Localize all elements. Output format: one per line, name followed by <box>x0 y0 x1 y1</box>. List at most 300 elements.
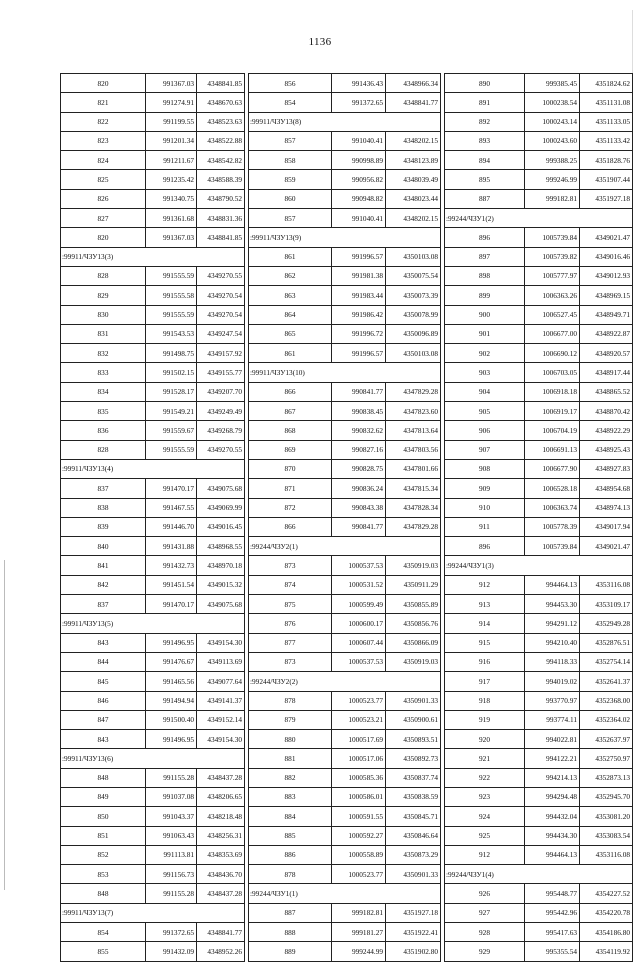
x-coordinate-cell: 991431.88 <box>146 537 197 556</box>
x-coordinate-cell: 1000586.01 <box>332 787 386 806</box>
point-number-cell: 865 <box>249 324 332 343</box>
point-number-cell: 896 <box>445 228 525 247</box>
point-number-cell: 839 <box>61 517 146 536</box>
point-number-cell: 846 <box>61 691 146 710</box>
x-coordinate-cell: 1000591.55 <box>332 807 386 826</box>
y-coordinate-cell: 4348841.85 <box>197 74 245 93</box>
y-coordinate-cell: 4352945.70 <box>580 787 633 806</box>
point-number-cell: 828 <box>61 440 146 459</box>
x-coordinate-cell: 999388.25 <box>525 151 580 170</box>
y-coordinate-cell: 4348202.15 <box>386 209 441 228</box>
table-row <box>61 652 633 671</box>
point-number-cell: 872 <box>249 498 332 517</box>
x-coordinate-cell: 1006528.18 <box>525 479 580 498</box>
y-coordinate-cell: 4348927.83 <box>580 459 633 478</box>
table-row <box>61 730 633 749</box>
table-row <box>61 324 633 343</box>
point-number-cell: 829 <box>61 286 146 305</box>
table-row <box>61 459 633 478</box>
y-coordinate-cell: 4352750.97 <box>580 749 633 768</box>
x-coordinate-cell: 993770.97 <box>525 691 580 710</box>
x-coordinate-cell: 994464.13 <box>525 845 580 864</box>
coordinates-table <box>60 73 633 962</box>
y-coordinate-cell: 4349207.70 <box>197 382 245 401</box>
y-coordinate-cell: 4350075.54 <box>386 266 441 285</box>
point-number-cell: 866 <box>249 382 332 401</box>
y-coordinate-cell: 4349270.55 <box>197 266 245 285</box>
point-number-cell: 907 <box>445 440 525 459</box>
parcel-label-cell: :99244/ЧЗУ1(4) <box>445 865 633 884</box>
x-coordinate-cell: 1006704.19 <box>525 421 580 440</box>
x-coordinate-cell: 991467.55 <box>146 498 197 517</box>
x-coordinate-cell: 991986.42 <box>332 305 386 324</box>
x-coordinate-cell: 991199.55 <box>146 112 197 131</box>
table-row <box>61 923 633 942</box>
y-coordinate-cell: 4351922.41 <box>386 923 441 942</box>
point-number-cell: 921 <box>445 749 525 768</box>
x-coordinate-cell: 990998.89 <box>332 151 386 170</box>
x-coordinate-cell: 991361.68 <box>146 209 197 228</box>
y-coordinate-cell: 4349270.55 <box>197 440 245 459</box>
y-coordinate-cell: 4350846.64 <box>386 826 441 845</box>
y-coordinate-cell: 4352368.00 <box>580 691 633 710</box>
x-coordinate-cell: 990841.77 <box>332 382 386 401</box>
point-number-cell: 842 <box>61 575 146 594</box>
parcel-label-cell: :99911/ЧЗУ13(3) <box>61 247 245 266</box>
x-coordinate-cell: 994210.40 <box>525 633 580 652</box>
point-number-cell: 896 <box>445 537 525 556</box>
x-coordinate-cell: 991155.28 <box>146 884 197 903</box>
x-coordinate-cell: 995417.63 <box>525 923 580 942</box>
x-coordinate-cell: 994022.81 <box>525 730 580 749</box>
point-number-cell: 827 <box>61 209 146 228</box>
y-coordinate-cell: 4353083.54 <box>580 826 633 845</box>
x-coordinate-cell: 991470.17 <box>146 595 197 614</box>
table-row <box>61 517 633 536</box>
point-number-cell: 885 <box>249 826 332 845</box>
point-number-cell: 843 <box>61 633 146 652</box>
table-row <box>61 672 633 691</box>
y-coordinate-cell: 4350855.89 <box>386 595 441 614</box>
table-row <box>61 305 633 324</box>
x-coordinate-cell: 991040.41 <box>332 131 386 150</box>
table-row <box>61 787 633 806</box>
point-number-cell: 881 <box>249 749 332 768</box>
x-coordinate-cell: 999182.81 <box>332 903 386 922</box>
x-coordinate-cell: 991528.17 <box>146 382 197 401</box>
y-coordinate-cell: 4348974.13 <box>580 498 633 517</box>
point-number-cell: 887 <box>445 189 525 208</box>
x-coordinate-cell: 991500.40 <box>146 710 197 729</box>
x-coordinate-cell: 991113.81 <box>146 845 197 864</box>
point-number-cell: 878 <box>249 865 332 884</box>
table-row <box>61 170 633 189</box>
y-coordinate-cell: 4348922.87 <box>580 324 633 343</box>
y-coordinate-cell: 4352949.28 <box>580 614 633 633</box>
x-coordinate-cell: 999181.27 <box>332 923 386 942</box>
y-coordinate-cell: 4349021.47 <box>580 228 633 247</box>
y-coordinate-cell: 4349075.68 <box>197 595 245 614</box>
y-coordinate-cell: 4347823.60 <box>386 402 441 421</box>
y-coordinate-cell: 4349247.54 <box>197 324 245 343</box>
table-row <box>61 884 633 903</box>
y-coordinate-cell: 4348831.36 <box>197 209 245 228</box>
y-coordinate-cell: 4348437.28 <box>197 884 245 903</box>
y-coordinate-cell: 4351907.44 <box>580 170 633 189</box>
point-number-cell: 916 <box>445 652 525 671</box>
x-coordinate-cell: 991446.70 <box>146 517 197 536</box>
y-coordinate-cell: 4352876.51 <box>580 633 633 652</box>
y-coordinate-cell: 4348949.71 <box>580 305 633 324</box>
x-coordinate-cell: 991502.15 <box>146 363 197 382</box>
x-coordinate-cell: 991451.54 <box>146 575 197 594</box>
point-number-cell: 884 <box>249 807 332 826</box>
x-coordinate-cell: 1000537.53 <box>332 652 386 671</box>
parcel-label-cell: :99911/ЧЗУ13(8) <box>249 112 441 131</box>
x-coordinate-cell: 1000607.44 <box>332 633 386 652</box>
y-coordinate-cell: 4350901.33 <box>386 865 441 884</box>
point-number-cell: 875 <box>249 595 332 614</box>
point-number-cell: 918 <box>445 691 525 710</box>
table-row <box>61 614 633 633</box>
y-coordinate-cell: 4350838.59 <box>386 787 441 806</box>
x-coordinate-cell: 991043.37 <box>146 807 197 826</box>
point-number-cell: 843 <box>61 730 146 749</box>
x-coordinate-cell: 994214.13 <box>525 768 580 787</box>
x-coordinate-cell: 991367.03 <box>146 74 197 93</box>
x-coordinate-cell: 1000599.49 <box>332 595 386 614</box>
y-coordinate-cell: 4352754.14 <box>580 652 633 671</box>
y-coordinate-cell: 4348966.34 <box>386 74 441 93</box>
x-coordinate-cell: 1000523.21 <box>332 710 386 729</box>
y-coordinate-cell: 4348968.55 <box>197 537 245 556</box>
x-coordinate-cell: 994464.13 <box>525 575 580 594</box>
point-number-cell: 825 <box>61 170 146 189</box>
parcel-label-cell: :99911/ЧЗУ13(4) <box>61 459 245 478</box>
point-number-cell: 823 <box>61 131 146 150</box>
y-coordinate-cell: 4349270.54 <box>197 286 245 305</box>
y-coordinate-cell: 4347813.64 <box>386 421 441 440</box>
x-coordinate-cell: 991555.59 <box>146 440 197 459</box>
y-coordinate-cell: 4348970.18 <box>197 556 245 575</box>
point-number-cell: 857 <box>249 131 332 150</box>
table-row <box>61 363 633 382</box>
y-coordinate-cell: 4351828.76 <box>580 151 633 170</box>
point-number-cell: 913 <box>445 595 525 614</box>
y-coordinate-cell: 4348841.77 <box>386 93 441 112</box>
y-coordinate-cell: 4350845.71 <box>386 807 441 826</box>
y-coordinate-cell: 4347815.34 <box>386 479 441 498</box>
x-coordinate-cell: 999182.81 <box>525 189 580 208</box>
x-coordinate-cell: 991063.43 <box>146 826 197 845</box>
y-coordinate-cell: 4349154.30 <box>197 633 245 652</box>
y-coordinate-cell: 4348542.82 <box>197 151 245 170</box>
point-number-cell: 841 <box>61 556 146 575</box>
table-row <box>61 421 633 440</box>
point-number-cell: 820 <box>61 228 146 247</box>
table-row <box>61 749 633 768</box>
table-row <box>61 189 633 208</box>
point-number-cell: 847 <box>61 710 146 729</box>
point-number-cell: 891 <box>445 93 525 112</box>
x-coordinate-cell: 990956.82 <box>332 170 386 189</box>
point-number-cell: 860 <box>249 189 332 208</box>
point-number-cell: 826 <box>61 189 146 208</box>
y-coordinate-cell: 4350856.76 <box>386 614 441 633</box>
parcel-label-cell: :99911/ЧЗУ13(6) <box>61 749 245 768</box>
point-number-cell: 837 <box>61 595 146 614</box>
point-number-cell: 900 <box>445 305 525 324</box>
point-number-cell: 873 <box>249 652 332 671</box>
table-row <box>61 595 633 614</box>
point-number-cell: 858 <box>249 151 332 170</box>
x-coordinate-cell: 1006363.74 <box>525 498 580 517</box>
point-number-cell: 904 <box>445 382 525 401</box>
y-coordinate-cell: 4348353.69 <box>197 845 245 864</box>
point-number-cell: 838 <box>61 498 146 517</box>
point-number-cell: 852 <box>61 845 146 864</box>
point-number-cell: 880 <box>249 730 332 749</box>
table-row <box>61 807 633 826</box>
point-number-cell: 870 <box>249 459 332 478</box>
point-number-cell: 866 <box>249 517 332 536</box>
x-coordinate-cell: 991274.91 <box>146 93 197 112</box>
x-coordinate-cell: 991555.58 <box>146 286 197 305</box>
point-number-cell: 851 <box>61 826 146 845</box>
y-coordinate-cell: 4354227.52 <box>580 884 633 903</box>
point-number-cell: 857 <box>249 209 332 228</box>
point-number-cell: 920 <box>445 730 525 749</box>
table-row <box>61 865 633 884</box>
x-coordinate-cell: 991555.59 <box>146 266 197 285</box>
x-coordinate-cell: 994434.30 <box>525 826 580 845</box>
point-number-cell: 911 <box>445 517 525 536</box>
table-row <box>61 151 633 170</box>
table-row <box>61 440 633 459</box>
point-number-cell: 832 <box>61 344 146 363</box>
y-coordinate-cell: 4351927.18 <box>386 903 441 922</box>
x-coordinate-cell: 1000537.53 <box>332 556 386 575</box>
y-coordinate-cell: 4349268.79 <box>197 421 245 440</box>
parcel-label-cell: :99244/ЧЗУ1(1) <box>249 884 441 903</box>
x-coordinate-cell: 1005739.82 <box>525 247 580 266</box>
y-coordinate-cell: 4348039.49 <box>386 170 441 189</box>
y-coordinate-cell: 4349016.46 <box>580 247 633 266</box>
point-number-cell: 909 <box>445 479 525 498</box>
table-row <box>61 479 633 498</box>
point-number-cell: 901 <box>445 324 525 343</box>
x-coordinate-cell: 991496.95 <box>146 730 197 749</box>
point-number-cell: 856 <box>249 74 332 93</box>
table-row <box>61 228 633 247</box>
point-number-cell: 924 <box>445 807 525 826</box>
y-coordinate-cell: 4353081.20 <box>580 807 633 826</box>
x-coordinate-cell: 990841.77 <box>332 517 386 536</box>
y-coordinate-cell: 4352641.37 <box>580 672 633 691</box>
point-number-cell: 871 <box>249 479 332 498</box>
x-coordinate-cell: 1000243.60 <box>525 131 580 150</box>
point-number-cell: 874 <box>249 575 332 594</box>
x-coordinate-cell: 991996.57 <box>332 344 386 363</box>
y-coordinate-cell: 4354119.92 <box>580 942 633 961</box>
x-coordinate-cell: 994453.30 <box>525 595 580 614</box>
x-coordinate-cell: 1000243.14 <box>525 112 580 131</box>
x-coordinate-cell: 994291.12 <box>525 614 580 633</box>
y-coordinate-cell: 4349270.54 <box>197 305 245 324</box>
point-number-cell: 908 <box>445 459 525 478</box>
point-number-cell: 926 <box>445 884 525 903</box>
point-number-cell: 853 <box>61 865 146 884</box>
x-coordinate-cell: 991432.09 <box>146 942 197 961</box>
point-number-cell: 910 <box>445 498 525 517</box>
point-number-cell: 893 <box>445 131 525 150</box>
point-number-cell: 892 <box>445 112 525 131</box>
table-row <box>61 575 633 594</box>
y-coordinate-cell: 4348256.31 <box>197 826 245 845</box>
point-number-cell: 833 <box>61 363 146 382</box>
table-row <box>61 266 633 285</box>
x-coordinate-cell: 999385.45 <box>525 74 580 93</box>
x-coordinate-cell: 1000592.27 <box>332 826 386 845</box>
point-number-cell: 869 <box>249 440 332 459</box>
point-number-cell: 906 <box>445 421 525 440</box>
y-coordinate-cell: 4349155.77 <box>197 363 245 382</box>
point-number-cell: 868 <box>249 421 332 440</box>
y-coordinate-cell: 4348437.28 <box>197 768 245 787</box>
x-coordinate-cell: 991496.95 <box>146 633 197 652</box>
y-coordinate-cell: 4349077.64 <box>197 672 245 691</box>
y-coordinate-cell: 4350103.08 <box>386 344 441 363</box>
point-number-cell: 862 <box>249 266 332 285</box>
x-coordinate-cell: 999244.99 <box>332 942 386 961</box>
y-coordinate-cell: 4350873.29 <box>386 845 441 864</box>
y-coordinate-cell: 4349113.69 <box>197 652 245 671</box>
point-number-cell: 912 <box>445 575 525 594</box>
y-coordinate-cell: 4349075.68 <box>197 479 245 498</box>
y-coordinate-cell: 4354186.80 <box>580 923 633 942</box>
x-coordinate-cell: 991996.72 <box>332 324 386 343</box>
y-coordinate-cell: 4348670.63 <box>197 93 245 112</box>
x-coordinate-cell: 991372.65 <box>146 923 197 942</box>
y-coordinate-cell: 4350919.03 <box>386 652 441 671</box>
point-number-cell: 877 <box>249 633 332 652</box>
y-coordinate-cell: 4350911.29 <box>386 575 441 594</box>
y-coordinate-cell: 4349021.47 <box>580 537 633 556</box>
point-number-cell: 929 <box>445 942 525 961</box>
y-coordinate-cell: 4348841.85 <box>197 228 245 247</box>
x-coordinate-cell: 1005739.84 <box>525 228 580 247</box>
point-number-cell: 840 <box>61 537 146 556</box>
point-number-cell: 834 <box>61 382 146 401</box>
table-row <box>61 826 633 845</box>
y-coordinate-cell: 4350866.09 <box>386 633 441 652</box>
x-coordinate-cell: 1006690.12 <box>525 344 580 363</box>
y-coordinate-cell: 4351131.08 <box>580 93 633 112</box>
parcel-label-cell: :99911/ЧЗУ13(9) <box>249 228 441 247</box>
y-coordinate-cell: 4348920.57 <box>580 344 633 363</box>
x-coordinate-cell: 991432.73 <box>146 556 197 575</box>
x-coordinate-cell: 991040.41 <box>332 209 386 228</box>
y-coordinate-cell: 4350096.89 <box>386 324 441 343</box>
point-number-cell: 873 <box>249 556 332 575</box>
point-number-cell: 830 <box>61 305 146 324</box>
y-coordinate-cell: 4347801.66 <box>386 459 441 478</box>
y-coordinate-cell: 4349016.45 <box>197 517 245 536</box>
y-coordinate-cell: 4348436.70 <box>197 865 245 884</box>
point-number-cell: 927 <box>445 903 525 922</box>
x-coordinate-cell: 1000238.54 <box>525 93 580 112</box>
x-coordinate-cell: 990827.16 <box>332 440 386 459</box>
table-row <box>61 209 633 228</box>
point-number-cell: 837 <box>61 479 146 498</box>
x-coordinate-cell: 991340.75 <box>146 189 197 208</box>
y-coordinate-cell: 4348969.15 <box>580 286 633 305</box>
x-coordinate-cell: 995355.54 <box>525 942 580 961</box>
point-number-cell: 864 <box>249 305 332 324</box>
point-number-cell: 922 <box>445 768 525 787</box>
y-coordinate-cell: 4350837.74 <box>386 768 441 787</box>
point-number-cell: 836 <box>61 421 146 440</box>
point-number-cell: 828 <box>61 266 146 285</box>
x-coordinate-cell: 991372.65 <box>332 93 386 112</box>
point-number-cell: 848 <box>61 768 146 787</box>
y-coordinate-cell: 4348870.42 <box>580 402 633 421</box>
point-number-cell: 824 <box>61 151 146 170</box>
x-coordinate-cell: 1005739.84 <box>525 537 580 556</box>
table-row <box>61 402 633 421</box>
point-number-cell: 897 <box>445 247 525 266</box>
point-number-cell: 879 <box>249 710 332 729</box>
table-row <box>61 74 633 93</box>
x-coordinate-cell: 990838.45 <box>332 402 386 421</box>
x-coordinate-cell: 991498.75 <box>146 344 197 363</box>
x-coordinate-cell: 991494.94 <box>146 691 197 710</box>
table-row <box>61 942 633 961</box>
x-coordinate-cell: 994019.02 <box>525 672 580 691</box>
point-number-cell: 859 <box>249 170 332 189</box>
page-number: 1136 <box>308 36 332 48</box>
y-coordinate-cell: 4351133.05 <box>580 112 633 131</box>
parcel-label-cell: :99911/ЧЗУ13(5) <box>61 614 245 633</box>
point-number-cell: 883 <box>249 787 332 806</box>
y-coordinate-cell: 4347829.28 <box>386 382 441 401</box>
x-coordinate-cell: 991156.73 <box>146 865 197 884</box>
x-coordinate-cell: 1000517.06 <box>332 749 386 768</box>
y-coordinate-cell: 4348917.44 <box>580 363 633 382</box>
x-coordinate-cell: 991549.21 <box>146 402 197 421</box>
table-row <box>61 710 633 729</box>
x-coordinate-cell: 990836.24 <box>332 479 386 498</box>
point-number-cell: 820 <box>61 74 146 93</box>
table-row <box>61 344 633 363</box>
table-row <box>61 93 633 112</box>
y-coordinate-cell: 4348588.39 <box>197 170 245 189</box>
y-coordinate-cell: 4348206.65 <box>197 787 245 806</box>
y-coordinate-cell: 4348925.43 <box>580 440 633 459</box>
point-number-cell: 878 <box>249 691 332 710</box>
x-coordinate-cell: 1000558.89 <box>332 845 386 864</box>
y-coordinate-cell: 4347803.56 <box>386 440 441 459</box>
table-row <box>61 247 633 266</box>
x-coordinate-cell: 991235.42 <box>146 170 197 189</box>
x-coordinate-cell: 995442.96 <box>525 903 580 922</box>
y-coordinate-cell: 4348522.88 <box>197 131 245 150</box>
x-coordinate-cell: 1006703.05 <box>525 363 580 382</box>
x-coordinate-cell: 991465.56 <box>146 672 197 691</box>
point-number-cell: 844 <box>61 652 146 671</box>
y-coordinate-cell: 4351133.42 <box>580 131 633 150</box>
x-coordinate-cell: 1006919.17 <box>525 402 580 421</box>
